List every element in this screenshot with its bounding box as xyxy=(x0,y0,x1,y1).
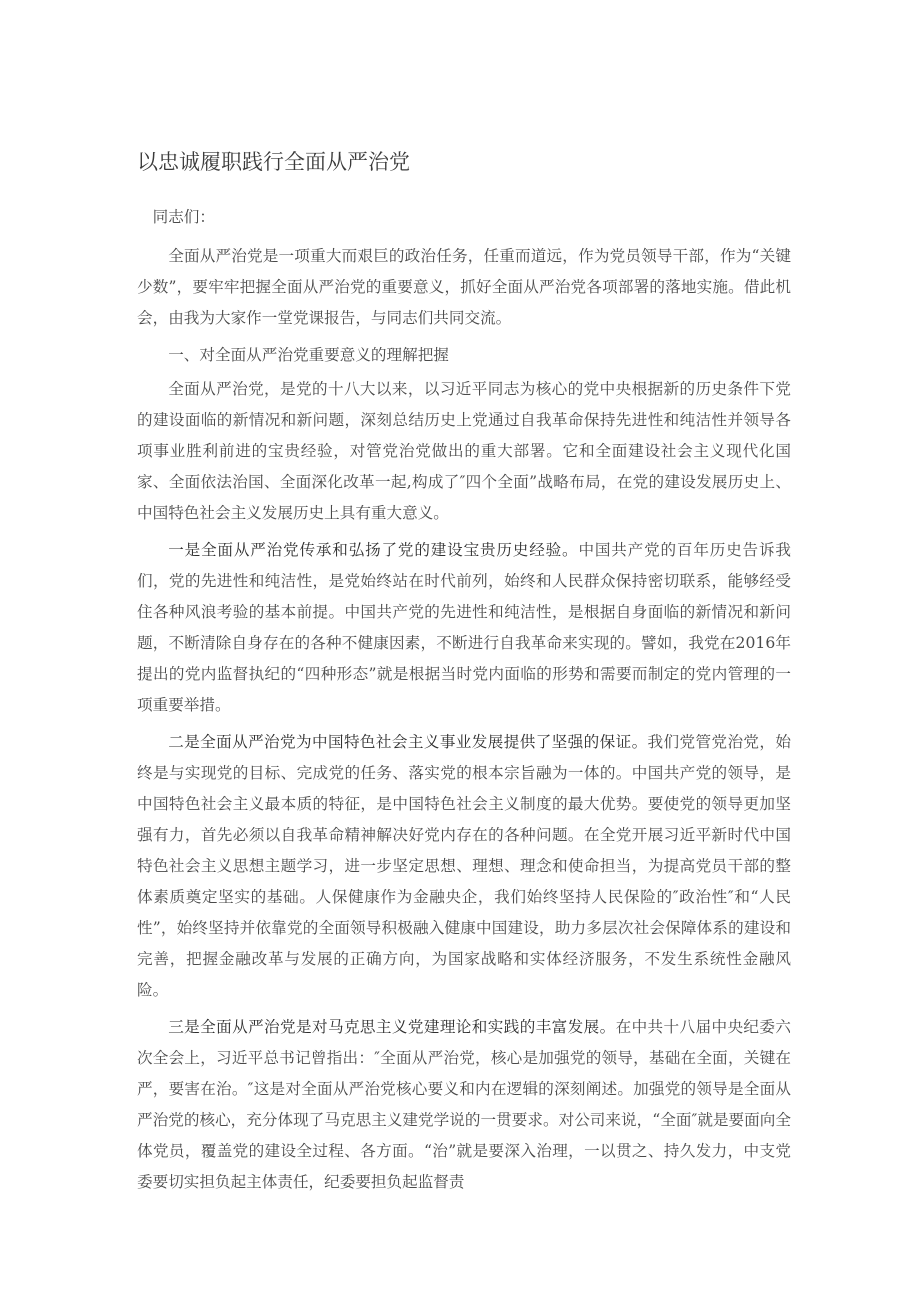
document-title: 以忠诚履职践行全面从严治党 xyxy=(137,150,410,174)
paragraph-point-1-text: 中国共产党的百年历史告诉我们，党的先进性和纯洁性，是党始终站在时代前列，始终和人民群众保持密切联系，能够经受住各种风浪考验的基本前提。中国共产党的先进性和纯洁性，是根据自身面临的新情况和新问题，不断清除自身存在的各种不健康因素，不断进行自我革命来实现的。譬如，我党在2016年提出的党内监督执纪的“四种形态”就是根据当时党内面临的形势和需要而制定的党内管理的一项重要举措。 xyxy=(137,541,791,714)
salutation: 同志们： xyxy=(152,208,215,226)
section-heading-1 xyxy=(137,340,791,371)
paragraph-point-1-lead: 一是全面从严治党传承和弘扬了党的建设宝贵历史经验。 xyxy=(168,541,579,559)
paragraph-intro-text: 全面从严治党是一项重大而艰巨的政治任务，任重而道远，作为党员领导干部，作为“关键少数”，要牢牢把握全面从严治党的重要意义，抓好全面从严治党各项部署的落地实施。借此机会，由我为大家作一堂党课报告，与同志们共同交流。 xyxy=(137,247,791,327)
paragraph-intro xyxy=(137,241,791,334)
paragraph-point-3 xyxy=(137,1012,791,1198)
section-heading-1-text: 一、对全面从严治党重要意义的理解把握 xyxy=(168,346,449,364)
document-body xyxy=(137,202,791,1198)
paragraph-overview-text: 全面从严治党，是党的十八大以来，以习近平同志为核心的党中央根据新的历史条件下党的建设面临的新情况和新问题，深刻总结历史上党通过自我革命保持先进性和纯洁性并领导各项事业胜利前进的宝贵经验，对管党治党做出的重大部署。它和全面建设社会主义现代化国家、全面依法治国、全面深化改革一起,构成了″四个全面”战略布局，在党的建设发展历史上、中国特色社会主义发展历史上具有重大意义。 xyxy=(137,380,791,522)
paragraph-point-2 xyxy=(137,727,791,1006)
paragraph-point-2-lead: 二是全面从严治党为中国特色社会主义事业发展提供了坚强的保证。 xyxy=(168,733,648,751)
paragraph-point-3-lead: 三是全面从严治党是对马克思主义党建理论和实践的丰富发展。 xyxy=(168,1018,616,1036)
paragraph-point-3-text: 在中共十八届中央纪委六次全会上，习近平总书记曾指出：″全面从严治党，核心是加强党的领导，基础在全面，关键在严，要害在治。″这是对全面从严治党核心要义和内在逻辑的深刻阐述。加强党的领导是全面从严治党的核心，充分体现了马克思主义建党学说的一贯要求。对公司来说，“全面″就是要面向全体党员，覆盖党的建设全过程、各方面。“治”就是要深入治理，一以贯之、持久发力，中支党委要切实担负起主体责任，纪委要担负起监督责 xyxy=(137,1018,791,1191)
paragraph-point-2-text: 我们党管党治党，始终是与实现党的目标、完成党的任务、落实党的根本宗旨融为一体的。中国共产党的领导，是中国特色社会主义最本质的特征，是中国特色社会主义制度的最大优势。要使党的领导更加坚强有力，首先必须以自我革命精神解决好党内存在的各种问题。在全党开展习近平新时代中国特色社会主义思想主题学习，进一步坚定思想、理想、理念和使命担当，为提高党员干部的整体素质奠定坚实的基础。人保健康作为金融央企，我们始终坚持人民保险的″政治性″和“人民性”，始终坚持并依靠党的全面领导积极融入健康中国建设，助力多层次社会保障体系的建设和完善，把握金融改革与发展的正确方向，为国家战略和实体经济服务，不发生系统性金融风险。 xyxy=(137,733,791,999)
paragraph-overview xyxy=(137,374,791,529)
paragraph-point-1 xyxy=(137,535,791,721)
